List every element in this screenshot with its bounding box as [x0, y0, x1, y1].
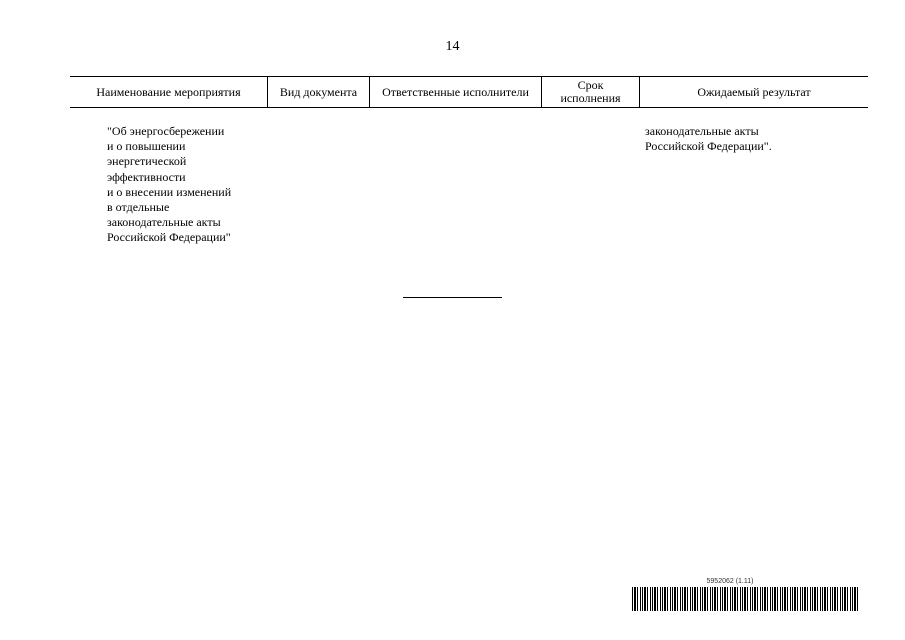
- table-header: [70, 76, 868, 108]
- header-expected-result: Ожидаемый результат: [697, 84, 811, 99]
- row-event-name: "Об энергосбережении и о повышении энергетической эффективности и о внесении изменений в отдельные законодательные акты Российской Федерации": [107, 124, 232, 245]
- header-deadline: Срок исполнения: [542, 77, 640, 107]
- header-document-type: Вид документа: [268, 77, 370, 107]
- header-responsible: Ответственные исполнители: [370, 77, 542, 107]
- barcode-caption: 5952062 (1.11): [706, 578, 754, 585]
- header-event-name: Наименование мероприятия: [70, 77, 268, 107]
- row-expected-result: законодательные акты Российской Федерации".: [645, 124, 772, 154]
- barcode-icon: [632, 587, 858, 611]
- end-divider: [403, 297, 502, 298]
- page-number: 14: [445, 39, 460, 54]
